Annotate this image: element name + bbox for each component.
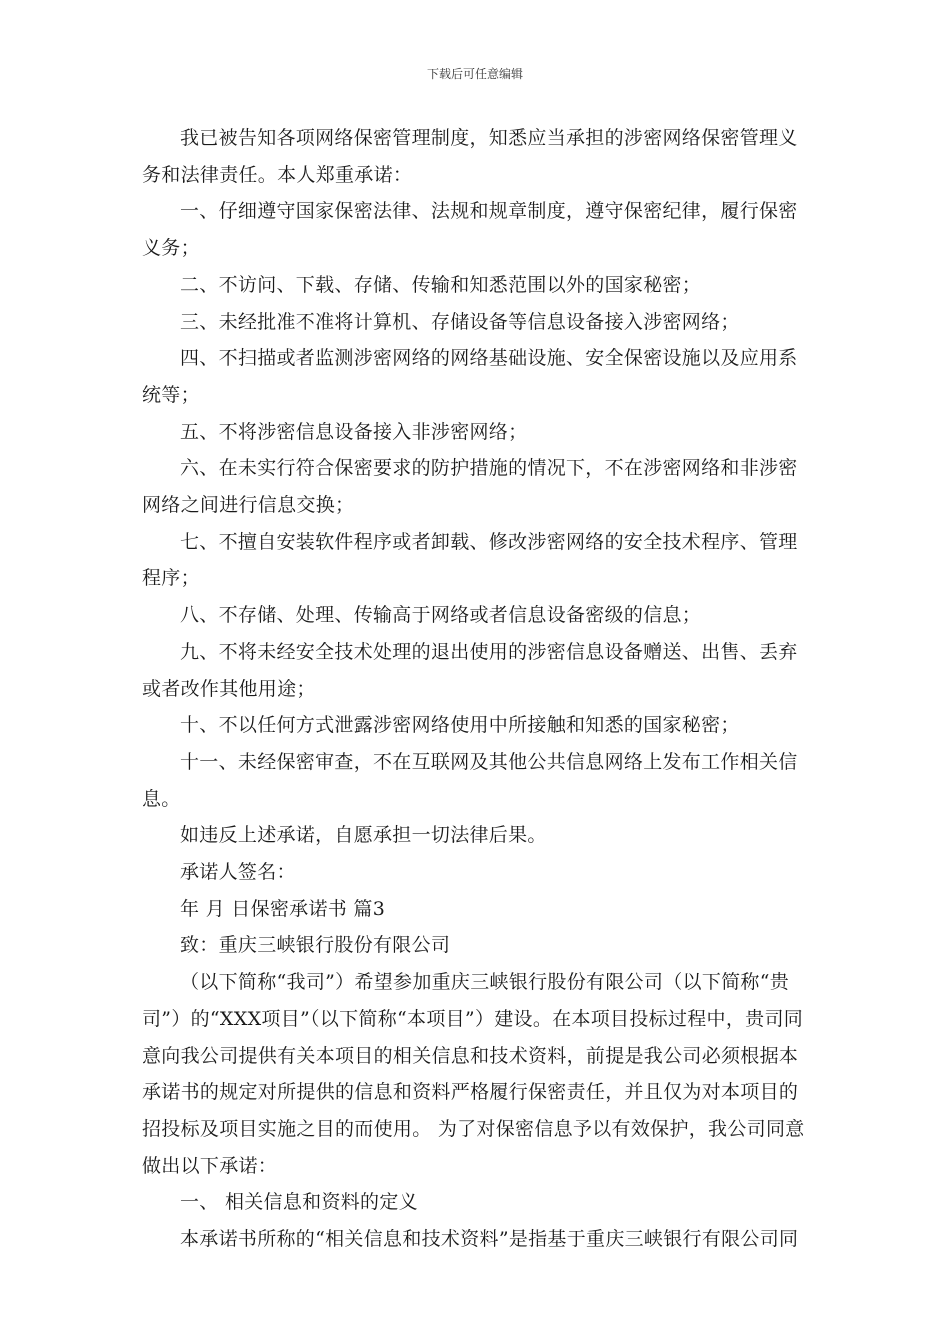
paragraph-item-5: 五、不将涉密信息设备接入非涉密网络； xyxy=(180,420,528,443)
paragraph-definition: 本承诺书所称的“相关信息和技术资料”是指基于重庆三峡银行有限公司同 xyxy=(180,1228,799,1251)
signature-line: 承诺人签名： xyxy=(180,861,296,884)
paragraph-item-11: 十一、未经保密审查，不在互联网及其他公共信息网络上发布工作相关信息。 xyxy=(142,750,798,810)
paragraph-project-intro: （以下简称“我司”）希望参加重庆三峡银行股份有限公司（以下简称“贵司”）的“XXX项目”（以下简称“本项目”）建设。在本项目投标过程中，贵司同意向我公司提供有关本项目的相关信息和技术资料，前提是我公司必须根据本承诺书的规定对所提供的信息和资料严格履行保密责任，并且仅为对本项目的招投标及项目实施之目的而使用。 为了对保密信息予以有效保护，我公司同意做出以下承诺： xyxy=(142,971,805,1177)
page-header-note: 下载后可任意编辑 xyxy=(426,67,523,81)
addressee-line: 致：重庆三峡银行股份有限公司 xyxy=(180,934,451,957)
paragraph-consequence: 如违反上述承诺，自愿承担一切法律后果。 xyxy=(180,824,547,847)
paragraph-item-9: 九、不将未经安全技术处理的退出使用的涉密信息设备赠送、出售、丢弃或者改作其他用途； xyxy=(142,640,798,700)
paragraph-item-7: 七、不擅自安装软件程序或者卸载、修改涉密网络的安全技术程序、管理程序； xyxy=(142,530,798,590)
paragraph-item-6: 六、在未实行符合保密要求的防护措施的情况下，不在涉密网络和非涉密网络之间进行信息交换； xyxy=(142,457,798,517)
paragraph-item-1: 一、仔细遵守国家保密法律、法规和规章制度，遵守保密纪律，履行保密义务； xyxy=(142,200,798,260)
paragraph-item-2: 二、不访问、下载、存储、传输和知悉范围以外的国家秘密； xyxy=(180,273,702,296)
date-and-section-title: 年 月 日保密承诺书 篇3 xyxy=(180,897,386,920)
paragraph-item-10: 十、不以任何方式泄露涉密网络使用中所接触和知悉的国家秘密； xyxy=(180,714,740,737)
section-heading-definition: 一、 相关信息和资料的定义 xyxy=(180,1191,418,1214)
paragraph-item-8: 八、不存储、处理、传输高于网络或者信息设备密级的信息； xyxy=(180,604,702,627)
paragraph-item-3: 三、未经批准不准将计算机、存储设备等信息设备接入涉密网络； xyxy=(180,310,740,333)
paragraph-item-4: 四、不扫描或者监测涉密网络的网络基础设施、安全保密设施以及应用系统等； xyxy=(142,347,798,406)
paragraph-intro: 我已被告知各项网络保密管理制度，知悉应当承担的涉密网络保密管理义务和法律责任。本人郑重承诺： xyxy=(142,127,798,186)
document-body xyxy=(142,120,810,1258)
